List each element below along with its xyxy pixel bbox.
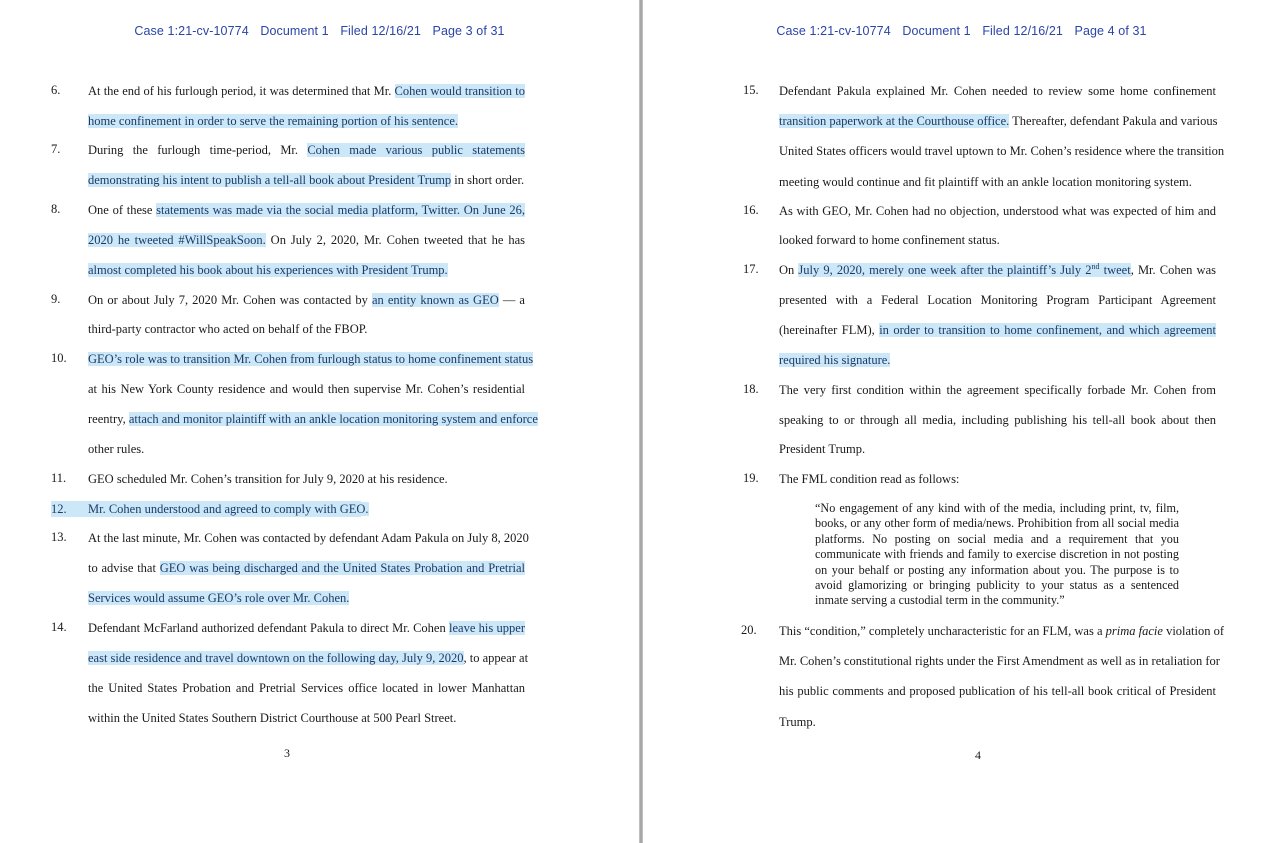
quote-line: avoid glamorizing or bringing publicity to your status as a sentenced [815,578,1179,593]
document-page-3 [0,0,639,843]
paragraph-line: This “condition,” completely uncharacteristic for an FLM, was a prima facie violation of [779,624,1225,638]
document-number: Document 1 [260,24,329,38]
paragraph-line: his public comments and proposed publication of his tell-all book critical of President [779,684,1216,698]
quote-line: “No engagement of any kind with of the media, including print, tv, film, [815,501,1179,515]
highlight: attach and monitor plaintiff with an ankle location monitoring system and enforce [128,412,538,426]
paragraph-line: The FML condition read as follows: [779,472,960,486]
paragraph-line: other rules. [88,442,145,456]
highlight: Services would assume GEO’s role over Mr. Cohen. [88,591,350,605]
page-indicator: Page 4 of 31 [1074,24,1147,38]
quote-line: on your behalf or posting any information about you. The purpose is to [815,562,1179,577]
highlight: transition paperwork at the Courthouse office. [779,114,1010,128]
paragraph-line: Defendant Pakula explained Mr. Cohen needed to review some home confinement [779,84,1216,98]
paragraph-number: 13. [51,530,67,544]
highlight: almost completed his book about his experiences with President Trump. [88,263,448,277]
paragraph-number: 7. [51,142,61,156]
paragraph-line: On or about July 7, 2020 Mr. Cohen was contacted by an entity known as GEO — a [88,293,525,307]
paragraph-line: Mr. Cohen’s constitutional rights under the First Amendment as well as in retaliation for [779,654,1220,668]
paragraph-line: United States officers would travel uptown to Mr. Cohen’s residence where the transition [779,144,1225,158]
page-number: 3 [284,746,290,760]
highlight: 2020 he tweeted #WillSpeakSoon. [88,233,266,247]
paragraph-line: within the United States Southern District Courthouse at 500 Pearl Street. [88,711,457,725]
paragraph-number: 18. [743,382,759,396]
paragraph-line: speaking to or through all media, including publishing his tell-all book about then [779,413,1216,427]
paragraph-number: 9. [51,292,61,306]
paragraph-number: 14. [51,620,67,634]
paragraph-line: During the furlough time-period, Mr. Cohen made various public statements [88,143,525,157]
paragraph-number: 6. [51,83,61,97]
page-header [0,24,639,38]
page-header [643,24,1280,38]
paragraph-number: 17. [743,262,759,276]
paragraph-line: On July 9, 2020, merely one week after the plaintiff’s July 2nd tweet, Mr. Cohen was [779,261,1216,277]
paragraph-line [88,351,534,367]
paragraph-line: Trump. [779,715,816,729]
paragraph-line: reentry, attach and monitor plaintiff with an ankle location monitoring system and enforce [88,412,538,426]
paragraph-line [88,262,448,278]
paragraph-line: presented with a Federal Location Monitoring Program Participant Agreement [779,293,1216,307]
paragraph-line: the United States Probation and Pretrial Services office located in lower Manhattan [88,681,525,695]
paragraph-line: to advise that GEO was being discharged and the United States Probation and Pretrial [88,561,526,575]
paragraph-line [779,352,890,368]
block-quote [815,501,1179,609]
paragraph-line: at his New York County residence and would then supervise Mr. Cohen’s residential [88,382,525,396]
paragraph-line: (hereinafter FLM), in order to transition to home confinement, and which agreement [779,323,1217,337]
paragraph-number: 10. [51,351,67,365]
highlight: required his signature. [779,353,891,367]
paragraph-number: 19. [743,471,759,485]
paragraph-line: At the end of his furlough period, it was determined that Mr. Cohen would transition to [88,84,525,98]
quote-line: platforms. No posting on social media and a requirement that you [815,531,1179,546]
quote-line: inmate serving a custodial term in the community.” [815,593,1065,608]
paragraph-line: meeting would continue and fit plaintiff with an ankle location monitoring system. [779,175,1192,189]
paragraph-line [88,113,458,129]
highlight: Cohen made various public statements [307,143,525,157]
paragraph-line: At the last minute, Mr. Cohen was contacted by defendant Adam Pakula on July 8, 2020 [88,531,529,545]
paragraph-number: 20. [741,623,757,637]
paragraph-line: GEO scheduled Mr. Cohen’s transition for July 9, 2020 at his residence. [88,472,448,486]
paragraph-number: 15. [743,83,759,97]
filed-date: Filed 12/16/21 [340,24,421,38]
document-page-4 [643,0,1280,843]
paragraph-line: As with GEO, Mr. Cohen had no objection, understood what was expected of him and [779,204,1216,218]
case-number: Case 1:21-cv-10774 [134,24,249,38]
paragraph-line: demonstrating his intent to publish a tell-all book about President Trump in short order. [88,173,525,187]
paragraph-line: east side residence and travel downtown on the following day, July 9, 2020, to appear at [88,651,529,665]
paragraph-number: 8. [51,202,61,216]
paragraph-line: looked forward to home confinement status. [779,233,1000,247]
paragraph-line: President Trump. [779,442,866,456]
paragraph-line [88,501,369,517]
paragraph-line: third-party contractor who acted on behalf of the FBOP. [88,322,368,336]
paragraph-line [88,590,349,606]
highlight: east side residence and travel downtown on the following day, July 9, 2020 [88,651,464,665]
highlight: Mr. Cohen understood and agreed to comply with GEO. [88,502,369,516]
paragraph-line: 2020 he tweeted #WillSpeakSoon. On July 2, 2020, Mr. Cohen tweeted that he has [88,233,525,247]
page-indicator: Page 3 of 31 [432,24,505,38]
paragraph-line: Defendant McFarland authorized defendant Pakula to direct Mr. Cohen leave his upper [88,621,525,635]
filed-date: Filed 12/16/21 [982,24,1063,38]
highlight: Cohen would transition to [394,84,525,98]
highlight: home confinement in order to serve the remaining portion of his sentence. [88,114,459,128]
paragraph-line: transition paperwork at the Courthouse office. Thereafter, defendant Pakula and various [779,114,1218,128]
highlight: GEO’s role was to transition Mr. Cohen from furlough status to home confinement status [88,352,534,366]
paragraph-number: 16. [743,203,759,217]
paragraph-line: One of these statements was made via the social media platform, Twitter. On June 26, [88,203,526,217]
highlight: an entity known as GEO [371,293,499,307]
paragraph-line: The very first condition within the agreement specifically forbade Mr. Cohen from [779,383,1216,397]
highlight: leave his upper [449,621,525,635]
document-number: Document 1 [902,24,971,38]
highlight: in order to transition to home confinement, and which agreement [879,323,1217,337]
page-number: 4 [975,748,981,762]
paragraph-number: 12. [51,502,67,516]
highlight: GEO was being discharged and the United States Probation and Pretrial [159,561,526,575]
paragraph-number: 11. [51,471,67,485]
highlight: July 9, 2020, merely one week after the plaintiff’s July 2nd tweet [798,261,1131,277]
quote-line: books, or any other form of media/news. Prohibition from all social media [815,516,1179,531]
quote-line: communicate with friends and family to exercise discretion in not posting [815,547,1179,562]
highlight: demonstrating his intent to publish a tell-all book about President Trump [88,173,452,187]
case-number: Case 1:21-cv-10774 [776,24,891,38]
highlight: statements was made via the social media platform, Twitter. On June 26, [156,203,526,217]
